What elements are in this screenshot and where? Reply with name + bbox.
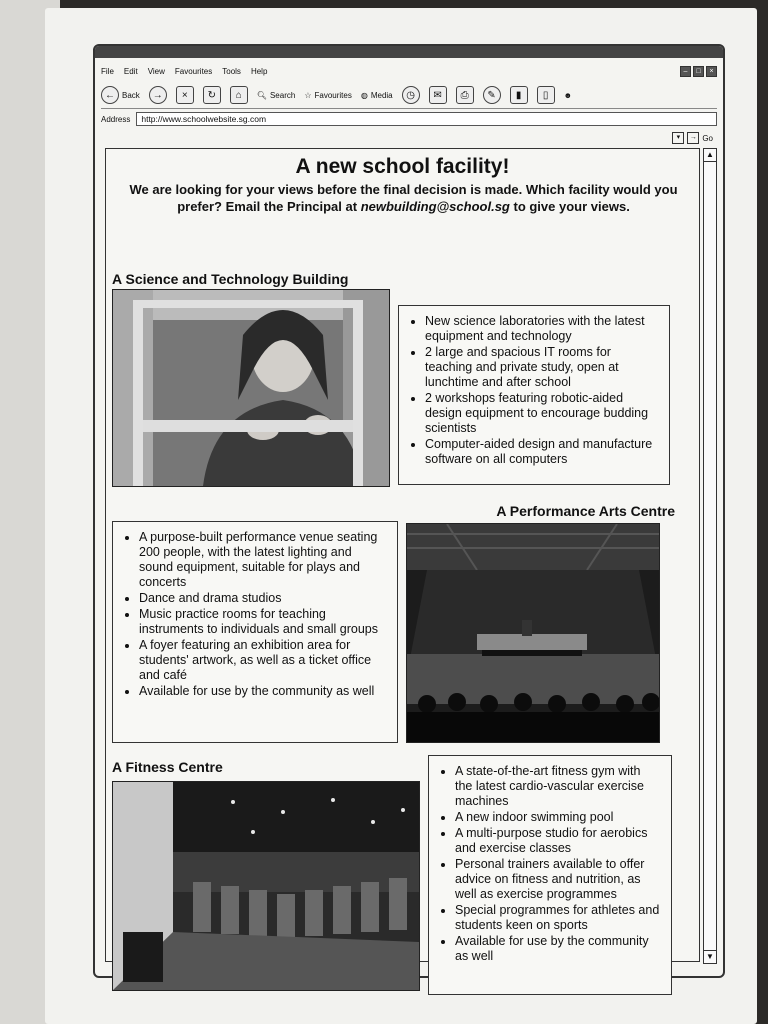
menu-help[interactable]: Help (250, 66, 268, 76)
close-icon[interactable]: × (706, 66, 717, 77)
toolbar (101, 82, 717, 109)
window-controls (680, 66, 717, 77)
list-item: • A multi-purpose studio for aerobics and exercise classes (455, 826, 661, 856)
menu-edit[interactable]: Edit (123, 66, 138, 76)
mail-icon[interactable]: ✉ (429, 86, 447, 104)
home-icon[interactable]: ⌂ (230, 86, 248, 104)
back-label: Back (122, 90, 140, 100)
fitness-photo (112, 781, 420, 991)
list-item: • New science laboratories with the latest equipment and technology (425, 314, 659, 344)
media-label: Media (370, 90, 393, 100)
go-label[interactable]: Go (702, 133, 713, 143)
menu-file[interactable]: File (101, 66, 114, 76)
address-bar (101, 112, 717, 126)
refresh-icon[interactable]: ↻ (203, 86, 221, 104)
fitness-heading: A Fitness Centre (112, 759, 223, 775)
science-heading: A Science and Technology Building (112, 271, 349, 287)
dropdown-arrow-icon[interactable]: ▾ (672, 132, 684, 144)
go-controls (672, 132, 713, 144)
science-bullets (398, 305, 670, 485)
arts-photo (406, 523, 660, 743)
favourites-label: Favourites (314, 90, 352, 100)
list-item: • Dance and drama studios (139, 591, 387, 606)
fitness-bullets (428, 755, 672, 995)
list-item: • 2 large and spacious IT rooms for teaching and private study, open at lunchtime and after school (425, 345, 659, 390)
list-item: • A purpose-built performance venue seating 200 people, with the latest lighting and sound equipment, suitable for plays and concerts (139, 530, 387, 590)
menu-tools[interactable]: Tools (222, 66, 241, 76)
people-icon[interactable]: ☻ (563, 90, 573, 100)
globe-icon: ◍ (360, 90, 368, 100)
list-item: • Computer-aided design and manufacture software on all computers (425, 437, 659, 467)
minimize-icon[interactable]: – (680, 66, 691, 77)
list-item: • Personal trainers available to offer advice on fitness and nutrition, as well as exercise programmes (455, 857, 661, 902)
list-item: • Music practice rooms for teaching instruments to individuals and small groups (139, 607, 387, 637)
menu-view[interactable]: View (147, 66, 165, 76)
arts-heading: A Performance Arts Centre (496, 503, 675, 519)
discuss-icon[interactable]: ▮ (510, 86, 528, 104)
scroll-up-icon[interactable]: ▲ (704, 149, 716, 162)
back-arrow-icon: ← (101, 86, 119, 104)
list-item: • A foyer featuring an exhibition area for students' artwork, as well as a ticket office and café (139, 638, 387, 683)
page-title: A new school facility! (295, 155, 510, 178)
science-photo (112, 289, 390, 487)
list-item: • Available for use by the community as well (455, 934, 661, 964)
favourites-button[interactable] (304, 91, 352, 100)
list-item: • 2 workshops featuring robotic-aided design equipment to encourage budding scientists (425, 391, 659, 436)
list-item: • Special programmes for athletes and students keen on sports (455, 903, 661, 933)
print-icon[interactable]: ⎙ (456, 86, 474, 104)
scroll-down-icon[interactable]: ▼ (704, 950, 716, 963)
star-icon: ☆ (304, 90, 312, 100)
forward-arrow-icon[interactable]: → (149, 86, 167, 104)
magnifier-icon: 🔍︎ (256, 90, 267, 100)
address-label: Address (101, 114, 131, 124)
media-button[interactable] (361, 91, 393, 100)
stop-icon[interactable]: × (176, 86, 194, 104)
browser-window (93, 44, 725, 978)
messenger-icon[interactable]: ▯ (537, 86, 555, 104)
edit-icon[interactable]: ✎ (483, 86, 501, 104)
vertical-scrollbar[interactable] (703, 148, 717, 964)
history-icon[interactable]: ◷ (402, 86, 420, 104)
search-button[interactable] (257, 91, 296, 100)
principal-email[interactable]: newbuilding@school.sg (360, 199, 510, 214)
web-page-content (105, 148, 700, 962)
maximize-icon[interactable]: □ (693, 66, 704, 77)
list-item: • Available for use by the community as well (139, 684, 387, 699)
search-label: Search (269, 90, 296, 100)
menu-bar (101, 64, 717, 78)
url-field[interactable]: http://www.schoolwebsite.sg.com (136, 112, 717, 126)
go-arrow-icon[interactable]: → (687, 132, 699, 144)
menu-favourites[interactable]: Favourites (174, 66, 213, 76)
list-item: • A new indoor swimming pool (455, 810, 661, 825)
list-item: • A state-of-the-art fitness gym with the latest cardio-vascular exercise machines (455, 764, 661, 809)
back-button[interactable] (101, 86, 140, 104)
arts-bullets (112, 521, 398, 743)
title-bar (95, 46, 723, 58)
intro-text: We are looking for your views before the final decision is made. Which facility would you prefer? Email the Principal at newbuilding@school.sg to give your views. (129, 182, 678, 214)
